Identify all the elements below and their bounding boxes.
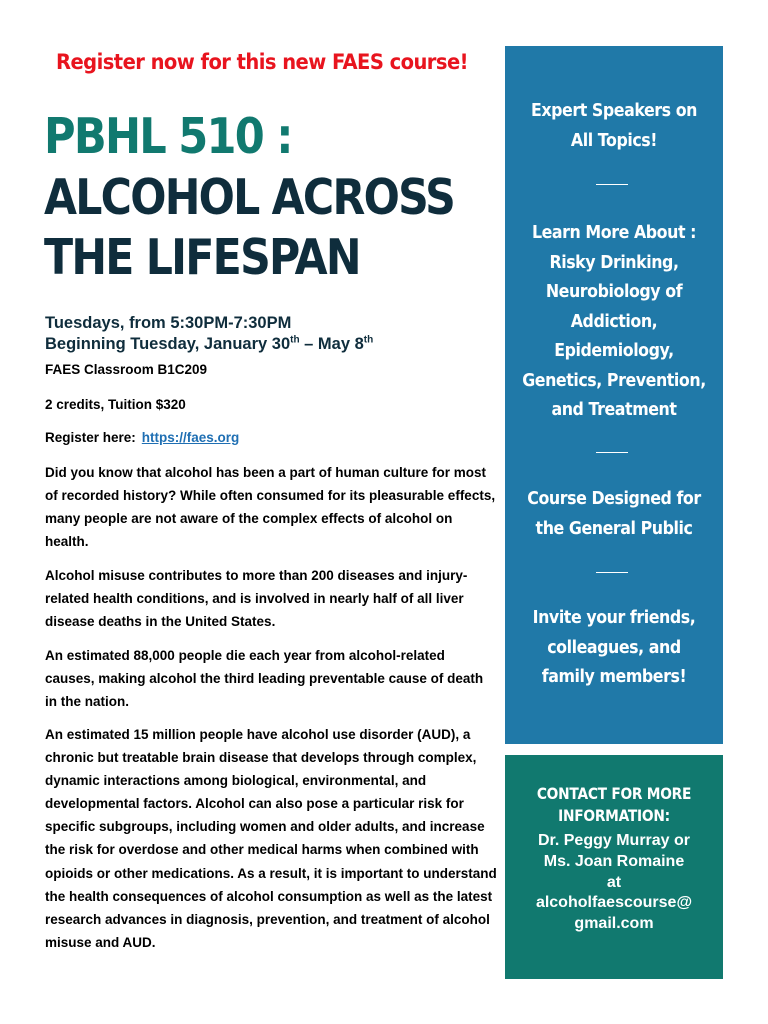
sidebar-audience-line: Course Designed for [527, 488, 701, 509]
sidebar-invite [505, 603, 723, 692]
sidebar-topics [505, 218, 723, 425]
sidebar-topics-line: Epidemiology, [554, 340, 674, 361]
paragraph-history: Did you know that alcohol has been a part of human culture for most of recorded history? While often consumed for its pleasurable effects, many people are not aware of the complex effects of alcohol on health. [45, 465, 496, 550]
contact-heading-line: CONTACT FOR MORE [536, 784, 692, 803]
sidebar-divider [596, 452, 628, 453]
contact-details-line: alcoholfaescourse@ [535, 894, 693, 912]
sidebar-invite-line: Invite your friends, [532, 607, 696, 628]
register-banner: Register now for this new FAES course! [56, 50, 468, 74]
sidebar-audience [505, 484, 723, 543]
sidebar-speakers-line: Expert Speakers on [530, 100, 698, 121]
course-title-line-1: ALCOHOL ACROSS [44, 169, 455, 226]
register-line [45, 430, 239, 445]
sidebar-invite-line: colleagues, and [547, 636, 681, 658]
paragraph-deaths: An estimated 88,000 people die each year from alcohol-related causes, making alcohol the third leading preventable cause of death in the nation. [45, 648, 484, 710]
highlights-sidebar [505, 46, 723, 744]
sidebar-speakers-line: All Topics! [570, 129, 658, 151]
contact-details [505, 831, 723, 935]
sidebar-topics-line: and Treatment [551, 399, 677, 420]
register-link[interactable]: https://faes.org [141, 430, 240, 445]
course-code: PBHL 510 : [44, 108, 292, 165]
contact-details-line: at [606, 873, 622, 891]
end-date-suffix: th [363, 334, 374, 346]
paragraph-misuse: Alcohol misuse contributes to more than 200 diseases and injury-related health conditions, and is involved in nearly half of all liver disease deaths in the United States. [45, 568, 468, 630]
contact-details-line: gmail.com [574, 915, 654, 933]
sidebar-topics-line: Risky Drinking, [549, 251, 679, 273]
sidebar-invite-line: family members! [541, 666, 687, 687]
contact-box [505, 755, 723, 979]
end-date: – May 8 [299, 335, 364, 353]
credits-tuition: 2 credits, Tuition $320 [45, 397, 186, 412]
register-label: Register here: [45, 430, 136, 445]
contact-details-line: Ms. Joan Romaine [543, 852, 685, 870]
sidebar-topics-line: Learn More About : [531, 222, 697, 243]
sidebar-audience-line: the General Public [535, 517, 693, 539]
sidebar-divider [596, 572, 628, 573]
sidebar-topics-line: Addiction, [570, 310, 658, 332]
location: FAES Classroom B1C209 [45, 362, 208, 377]
contact-heading [505, 783, 723, 827]
sidebar-speakers [505, 96, 723, 155]
contact-details-line: Dr. Peggy Murray or [537, 832, 691, 849]
contact-heading-line: INFORMATION: [558, 806, 670, 825]
start-date-suffix: th [290, 334, 300, 346]
paragraph-aud: An estimated 15 million people have alcohol use disorder (AUD), a chronic but treatable brain disease that develops through complex, dynamic interactions among biological, environmental, and developmental factors. Alcohol can also pose a particular risk for specific subgroups, including women and older adults, and increase the risk for overdose and other medical harms when combined with opioids or other medications. As a result, it is important to understand the health consequences of alcohol consumption as well as the latest research advances in diagnosis, prevention, and treatment of alcohol misuse and AUD. [45, 727, 497, 950]
sidebar-topics-line: Genetics, Prevention, [522, 369, 706, 391]
sidebar-divider [596, 184, 628, 185]
sidebar-topics-line: Neurobiology of [545, 281, 683, 302]
schedule-days-time: Tuesdays, from 5:30PM-7:30PM [45, 314, 292, 332]
course-title-line-2: THE LIFESPAN [44, 229, 360, 286]
start-date: Beginning Tuesday, January 30 [45, 335, 291, 353]
schedule-date-range [45, 335, 373, 354]
